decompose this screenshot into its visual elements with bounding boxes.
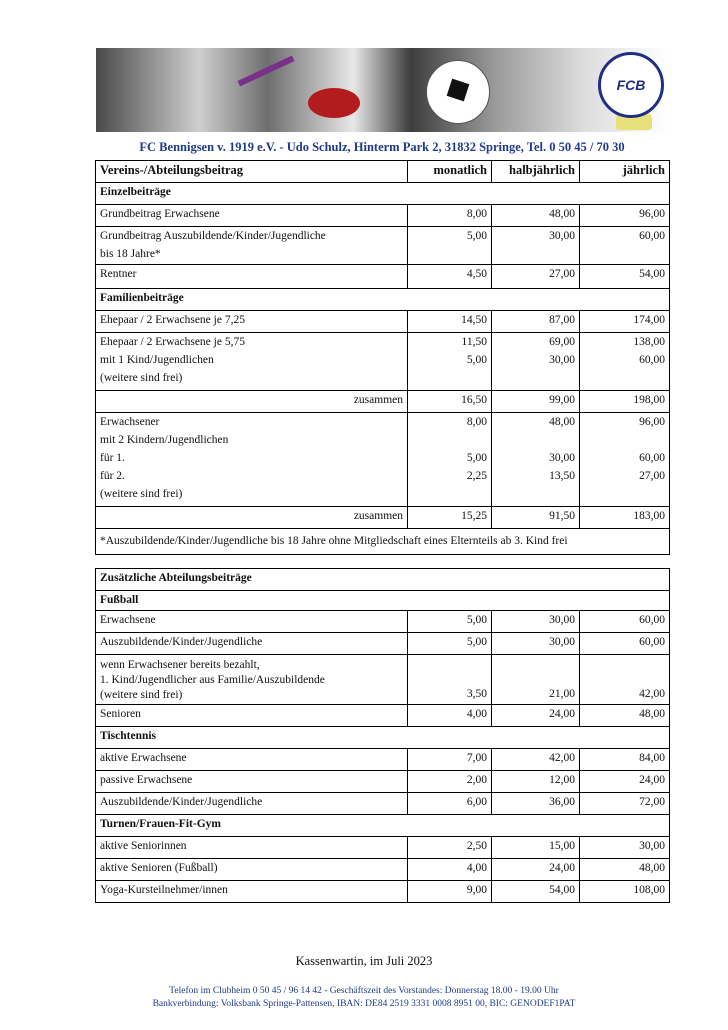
table-row: aktive Senioren (Fußball) 4,00 24,00 48,00 bbox=[96, 859, 670, 881]
footer-phone-line: Telefon im Clubheim 0 50 45 / 96 14 42 - Geschäftszeit des Vorstandes: Donnerstag 18.00 - 19.00 Uhr bbox=[169, 986, 559, 996]
table-row: passive Erwachsene 2,00 12,00 24,00 bbox=[96, 771, 670, 793]
club-logo: FCB bbox=[598, 52, 664, 118]
membership-fee-table bbox=[95, 160, 670, 555]
section-football: Fußball bbox=[96, 591, 670, 611]
table-row: Grundbeitrag Erwachsene 8,00 48,00 96,00 bbox=[96, 205, 670, 227]
column-header-monthly: monatlich bbox=[408, 161, 492, 183]
table-row: Erwachsene 5,00 30,00 60,00 bbox=[96, 611, 670, 633]
table-row: Ehepaar / 2 Erwachsene je 7,25 14,50 87,00 174,00 bbox=[96, 311, 670, 333]
additional-fees-title: Zusätzliche Abteilungsbeiträge bbox=[96, 569, 670, 591]
section-single-fees: Einzelbeiträge bbox=[96, 183, 670, 205]
signature-line: Kassenwartin, im Juli 2023 bbox=[295, 954, 433, 968]
footer-bank-line: Bankverbindung: Volksbank Springe-Pattensen, IBAN: DE84 2519 3331 0008 8951 00, BIC: GENODEF1PAT bbox=[152, 999, 576, 1009]
section-table-tennis: Tischtennis bbox=[96, 727, 670, 749]
additional-fees-table bbox=[95, 568, 670, 903]
table-row-total: zusammen 15,25 91,50 183,00 bbox=[96, 507, 670, 529]
table-tennis-paddle bbox=[308, 88, 360, 118]
soccer-ball-icon bbox=[426, 60, 490, 124]
column-header-half-yearly: halbjährlich bbox=[492, 161, 580, 183]
footnote: *Auszubildende/Kinder/Jugendliche bis 18 Jahre ohne Mitgliedschaft eines Elternteils ab 3. Kind frei bbox=[96, 529, 670, 555]
table-row: Senioren 4,00 24,00 48,00 bbox=[96, 705, 670, 727]
table-row: wenn Erwachsener bereits bezahlt, 1. Kind/Jugendlicher aus Familie/Auszubildende (weitere sind frei) 3,50 21,00 42,00 bbox=[96, 655, 670, 705]
table-row: Auszubildende/Kinder/Jugendliche 5,00 30,00 60,00 bbox=[96, 633, 670, 655]
table-row: aktive Erwachsene 7,00 42,00 84,00 bbox=[96, 749, 670, 771]
table-row: Ehepaar / 2 Erwachsene je 5,75 mit 1 Kind/Jugendlichen (weitere sind frei) 11,50 5,00 69,00 30,00 138,00 60,00 bbox=[96, 333, 670, 391]
header-banner-image bbox=[96, 48, 668, 132]
table-row: Yoga-Kursteilnehmer/innen 9,00 54,00 108,00 bbox=[96, 881, 670, 903]
table-row: Rentner 4,50 27,00 54,00 bbox=[96, 265, 670, 289]
column-header-yearly: jährlich bbox=[580, 161, 670, 183]
section-gym: Turnen/Frauen-Fit-Gym bbox=[96, 815, 670, 837]
table-row: Grundbeitrag Auszubildende/Kinder/Jugendliche bis 18 Jahre* 5,00 30,00 60,00 bbox=[96, 227, 670, 265]
table-row-total: zusammen 16,50 99,00 198,00 bbox=[96, 391, 670, 413]
gymnast-figure bbox=[238, 56, 295, 87]
section-family-fees: Familienbeiträge bbox=[96, 289, 670, 311]
table-row: aktive Seniorinnen 2,50 15,00 30,00 bbox=[96, 837, 670, 859]
table-row: Erwachsener mit 2 Kindern/Jugendlichen für 1. für 2. (weitere sind frei) 8,00 5,00 2,25 48,00 30,00 13,50 96,00 60,00 27,00 bbox=[96, 413, 670, 507]
club-address: FC Bennigsen v. 1919 e.V. - Udo Schulz, Hinterm Park 2, 31832 Springe, Tel. 0 50 45 / 70 30 bbox=[139, 140, 625, 154]
column-header-title: Vereins-/Abteilungsbeitrag bbox=[96, 161, 408, 183]
contact-footer bbox=[0, 985, 728, 1011]
table-row: Auszubildende/Kinder/Jugendliche 6,00 36,00 72,00 bbox=[96, 793, 670, 815]
